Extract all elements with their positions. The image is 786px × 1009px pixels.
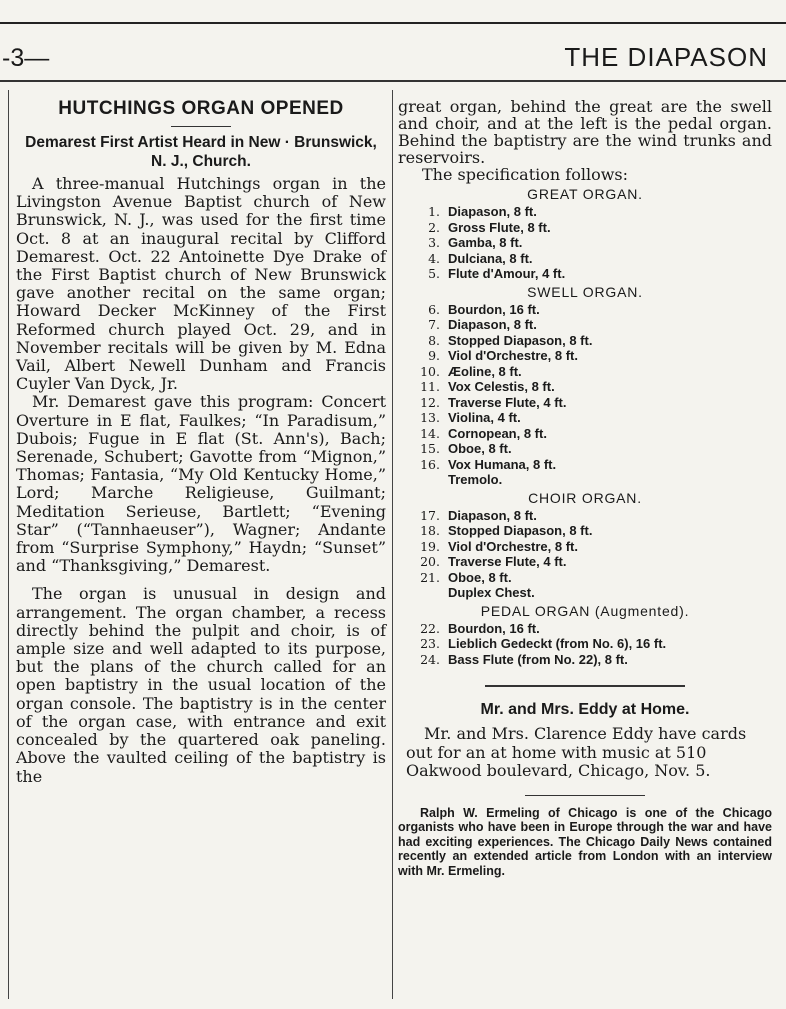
stop-row	[398, 554, 772, 570]
stop-number: 12.	[420, 394, 440, 410]
article-column	[16, 98, 386, 786]
article-headline: HUTCHINGS ORGAN OPENED	[58, 98, 344, 119]
ermeling-body: Ralph W. Ermeling of Chicago is one of the Chicago organists who have been in Europe through the war and have had exciting experiences. The Chicago Daily News contained recently an extended article from London with an interview with Mr. Ermeling.	[398, 805, 772, 878]
stop-name: Dulciana, 8 ft.	[448, 250, 533, 266]
article-paragraph: The organ is unusual in design and arrangement. The organ chamber, a recess directly behind the pulpit and choir, is of ample size and well adapted to its purpose, but the plans of the church called for an open baptistry in the usual location of the organ console. The baptistry is in the center of the organ case, with entrance and exit concealed by the quartered oak paneling. Above the vaulted ceiling of the baptistry is the	[16, 584, 386, 786]
column-rule-middle	[392, 90, 393, 999]
organ-specification	[398, 186, 772, 667]
spec-section-title: PEDAL ORGAN (Augmented).	[480, 602, 690, 619]
eddy-body: Mr. and Mrs. Clarence Eddy have cards out for an at home with music at 510 Oakwood boulevard, Chicago, Nov. 5.	[406, 724, 747, 780]
spec-section-title: GREAT ORGAN.	[527, 186, 643, 202]
stop-number: 14.	[420, 425, 440, 441]
stop-number: 11.	[420, 379, 440, 394]
article-paragraph: Mr. Demarest gave this program: Concert Overture in E flat, Faulkes; “In Paradisum,” Dubois; Fugue in E flat (St. Ann's), Bach; Serenade, Schubert; Gavotte from “Mignon,” Thomas; Fantasia, “My Old Kentucky Home,” Lord; Marche Religieuse, Guilmant; Meditation Serieuse, Bartlett; “Evening Star” (“Tannhaeuser”), Wagner; Andante from “Surprise Symphony,” Haydn; “Sunset” and “Thanksgiving,” Demarest.	[16, 392, 386, 576]
stop-row	[398, 508, 772, 524]
stop-row	[398, 441, 772, 457]
stop-name: Flute d'Amour, 4 ft.	[448, 266, 566, 281]
stop-name: Diapason, 8 ft.	[448, 204, 537, 219]
stop-number: 5.	[428, 266, 440, 281]
stop-number: 22.	[420, 620, 440, 636]
stop-number: 18.	[420, 523, 440, 538]
stop-number: 15.	[420, 441, 440, 456]
article-subhead: Demarest First Artist Heard in New · Brunswick, N. J., Church.	[25, 134, 377, 170]
stop-number: 9.	[428, 348, 440, 363]
stop-name: Stopped Diapason, 8 ft.	[448, 523, 593, 538]
spec-note: Duplex Chest.	[448, 585, 535, 600]
stop-row	[398, 621, 772, 637]
header-rule	[0, 80, 786, 82]
stop-number: 23.	[420, 636, 440, 651]
stop-name: Æoline, 8 ft.	[448, 363, 522, 379]
column-rule-left	[8, 90, 9, 999]
stop-number: 21.	[420, 569, 440, 585]
stop-row	[398, 636, 772, 652]
spec-section-title: SWELL ORGAN.	[527, 283, 643, 300]
stop-name: Gross Flute, 8 ft.	[448, 219, 551, 235]
stop-row	[398, 457, 772, 473]
stop-number: 13.	[420, 410, 440, 425]
stop-row	[398, 317, 772, 333]
spec-intro: The specification follows:	[422, 165, 628, 184]
stop-number: 3.	[428, 235, 440, 250]
stop-name: Vox Celestis, 8 ft.	[448, 379, 555, 394]
stop-name: Vox Humana, 8 ft.	[448, 456, 557, 472]
stop-name: Traverse Flute, 4 ft.	[448, 394, 567, 410]
stop-number: 24.	[420, 651, 440, 667]
stop-row	[398, 364, 772, 380]
stop-number: 2.	[428, 219, 440, 235]
stop-name: Diapason, 8 ft.	[448, 317, 537, 332]
stop-row	[398, 410, 772, 426]
right-column	[398, 98, 772, 878]
stop-number: 19.	[420, 538, 440, 554]
stop-name: Violina, 4 ft.	[448, 410, 521, 425]
section-divider	[485, 685, 685, 687]
stop-number: 16.	[420, 456, 440, 472]
stop-row	[398, 333, 772, 349]
stop-number: 4.	[428, 250, 440, 266]
stop-number: 8.	[428, 332, 440, 348]
stop-name: Bourdon, 16 ft.	[448, 620, 540, 636]
stop-row	[398, 235, 772, 251]
stop-row	[398, 348, 772, 364]
stop-row	[398, 539, 772, 555]
stop-number: 10.	[420, 363, 440, 379]
stop-number: 20.	[420, 554, 440, 569]
stop-number: 7.	[428, 317, 440, 332]
stop-row	[398, 570, 772, 586]
stop-number: 17.	[420, 507, 440, 523]
masthead: THE DIAPASON	[564, 42, 768, 72]
article-paragraph: A three-manual Hutchings organ in the Livingston Avenue Baptist church of New Brunswick, N. J., was used for the first time Oct. 8 at an inaugural recital by Clifford Demarest. Oct. 22 Antoinette Dye Drake of the First Baptist church of New Brunswick gave another recital on the same organ; Howard Decker McKinney of the First Reformed church played Oct. 29, and in November recitals will be given by M. Edna Vail, Albert Newell Dunham and Francis Cuyler Van Dyck, Jr.	[16, 174, 386, 394]
stop-name: Bourdon, 16 ft.	[448, 301, 540, 317]
stop-number: 6.	[428, 301, 440, 317]
article-continuation: great organ, behind the great are the swell and choir, and at the left is the pedal organ. Behind the baptistry are the wind trunks and reservoirs.	[398, 97, 772, 167]
top-rule	[0, 22, 786, 24]
stop-row	[398, 523, 772, 539]
stop-name: Lieblich Gedeckt (from No. 6), 16 ft.	[448, 636, 667, 651]
stop-name: Oboe, 8 ft.	[448, 441, 512, 456]
item-divider	[525, 795, 645, 796]
stop-row	[398, 652, 772, 668]
stop-name: Viol d'Orchestre, 8 ft.	[448, 348, 578, 363]
stop-name: Stopped Diapason, 8 ft.	[448, 332, 593, 348]
stop-name: Viol d'Orchestre, 8 ft.	[448, 538, 578, 554]
stop-number: 1.	[428, 204, 440, 219]
eddy-headline: Mr. and Mrs. Eddy at Home.	[480, 701, 690, 718]
stop-row	[398, 251, 772, 267]
stop-name: Bass Flute (from No. 22), 8 ft.	[448, 651, 628, 667]
spec-note: Tremolo.	[448, 472, 503, 487]
stop-row	[398, 204, 772, 220]
stop-name: Diapason, 8 ft.	[448, 507, 537, 523]
page-number: -3—	[2, 44, 50, 72]
stop-name: Gamba, 8 ft.	[448, 235, 523, 250]
spec-section-title: CHOIR ORGAN.	[528, 489, 642, 506]
stop-name: Oboe, 8 ft.	[448, 569, 512, 585]
stop-row	[398, 426, 772, 442]
stop-name: Traverse Flute, 4 ft.	[448, 554, 567, 569]
stop-row	[398, 302, 772, 318]
stop-row	[398, 379, 772, 395]
stop-row	[398, 266, 772, 282]
stop-row	[398, 220, 772, 236]
stop-name: Cornopean, 8 ft.	[448, 425, 547, 441]
stop-row	[398, 395, 772, 411]
headline-divider	[171, 126, 231, 127]
